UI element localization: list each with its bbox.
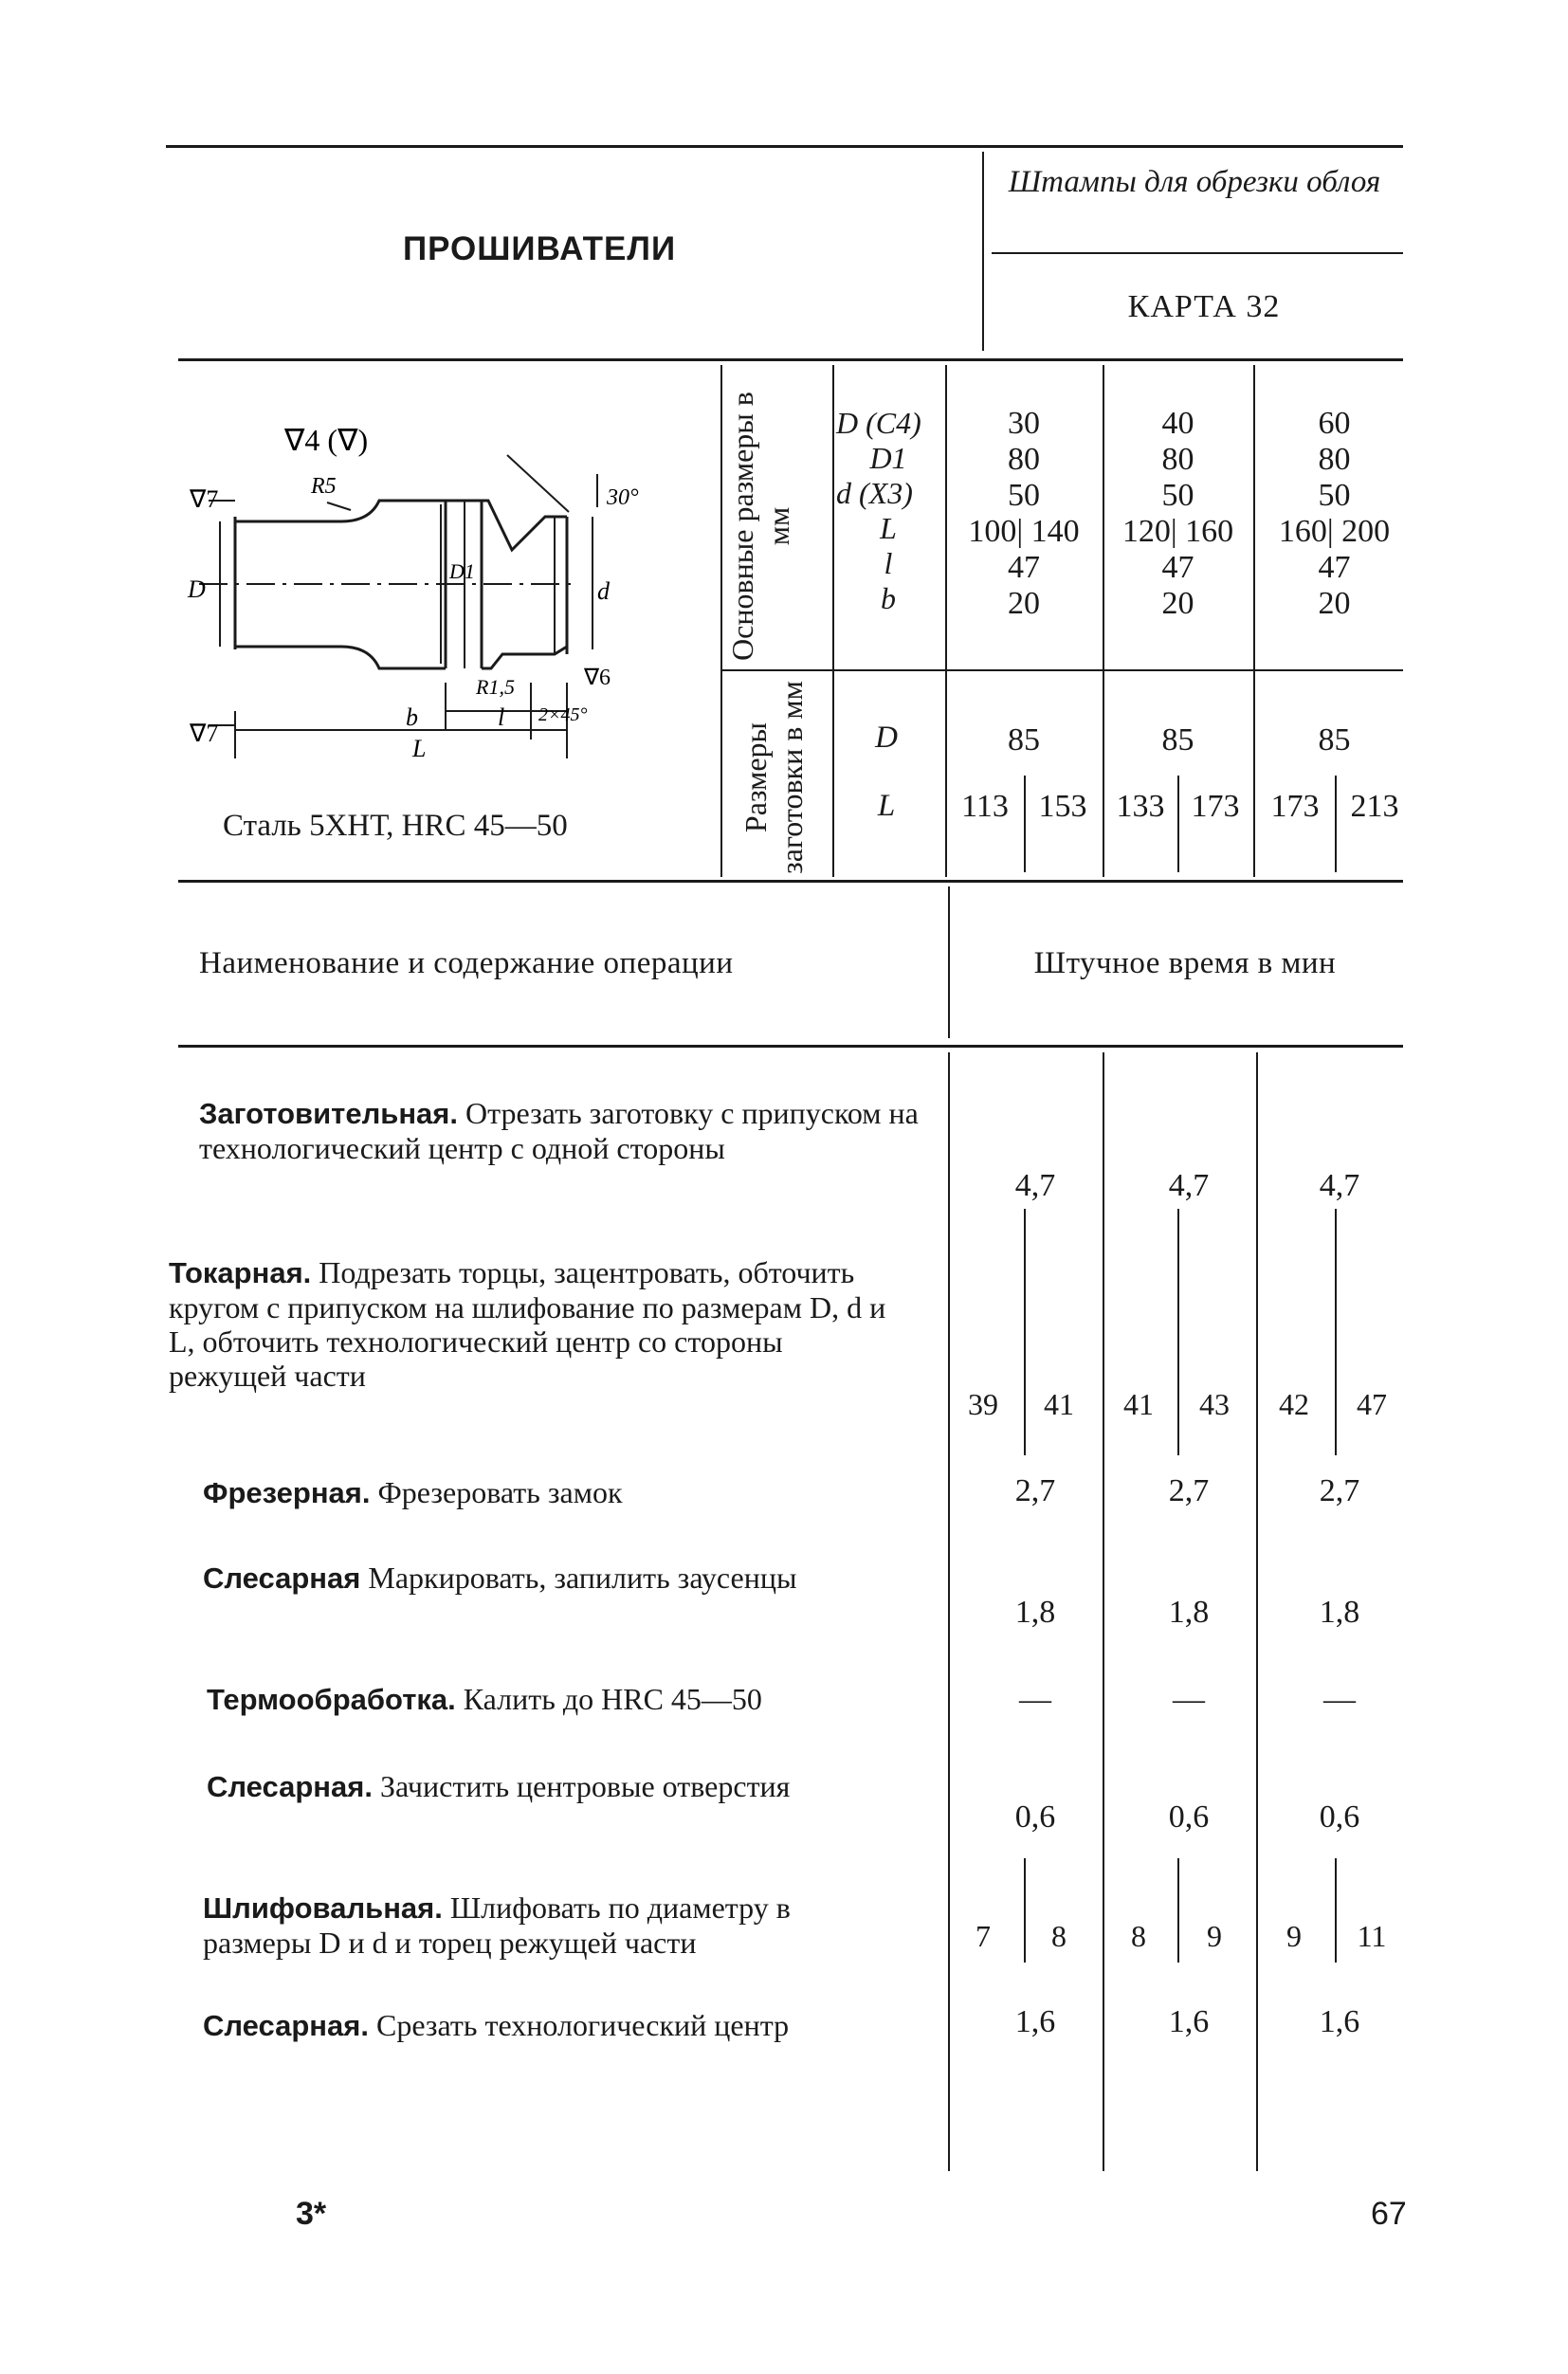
chamfer-label: 2×45° <box>538 704 588 725</box>
size-column-1 <box>948 406 1100 622</box>
blank-param-D: D <box>875 721 898 755</box>
op-header-rule <box>178 1045 1403 1048</box>
operation-text: Калить до HRC 45—50 <box>463 1682 762 1716</box>
split-line <box>1335 1209 1337 1455</box>
time-value-min: 7 <box>975 1919 991 1953</box>
time-value: — <box>1173 1682 1205 1717</box>
size-b: 20 <box>1008 586 1040 621</box>
time-value: 1,6 <box>1319 2004 1360 2039</box>
param-label: D (C4) <box>836 406 921 440</box>
param-label: b <box>881 581 896 615</box>
blank-split-1 <box>1024 776 1026 872</box>
time-value-max: 41 <box>1044 1387 1074 1421</box>
operation-name: Слесарная. <box>203 2009 369 2042</box>
size-l: 47 <box>1318 550 1351 585</box>
signature-mark: 3* <box>296 2196 327 2232</box>
operation-row <box>207 1769 937 1804</box>
blank-split-2 <box>1177 776 1179 872</box>
size-d: 50 <box>1318 478 1351 513</box>
time-value-min: 8 <box>1131 1919 1146 1953</box>
operation-row <box>203 2008 933 2043</box>
blank-param-L: L <box>877 789 896 823</box>
operation-row <box>203 1475 933 1510</box>
size-L-max: 140 <box>1030 514 1080 549</box>
operation-row <box>199 1096 929 1165</box>
time-value: 2,7 <box>1014 1473 1056 1508</box>
roughness-right-label: ∇6 <box>584 666 611 690</box>
operation-name: Слесарная. <box>207 1770 373 1803</box>
operation-text: Маркировать, запилить заусенцы <box>368 1561 797 1595</box>
part-drawing <box>180 398 711 777</box>
time-value-max: 8 <box>1051 1919 1067 1953</box>
time-value-max: 11 <box>1357 1919 1387 1953</box>
split-line <box>1177 1209 1179 1455</box>
blank-D-3: 85 <box>1318 722 1351 758</box>
size-column-3 <box>1256 406 1413 622</box>
param-label: l <box>884 546 893 580</box>
time-value: 0,6 <box>1168 1799 1210 1835</box>
param-labels <box>836 406 940 616</box>
time-value: 4,7 <box>1168 1168 1210 1203</box>
blank-split-3 <box>1335 776 1337 872</box>
radius-label: R5 <box>311 474 337 499</box>
blank-sizes-label: Размеры заготовки в мм <box>738 681 809 874</box>
dim-D1-label: D1 <box>449 559 475 583</box>
roughness-left-label: ∇7 <box>190 485 219 513</box>
operation-row <box>203 1561 933 1596</box>
size-D1: 80 <box>1161 442 1194 477</box>
header-divider <box>982 152 984 351</box>
time-value: 1,8 <box>1319 1595 1360 1630</box>
header-sub-rule <box>992 252 1403 254</box>
time-value-max: 47 <box>1357 1387 1387 1421</box>
card-number: КАРТА 32 <box>1127 289 1281 324</box>
param-label: L <box>880 511 897 545</box>
param-label: d (X3) <box>836 476 913 510</box>
sizes-top-rule <box>178 358 1403 361</box>
op-header-divider <box>948 886 950 1038</box>
operation-name: Термообработка. <box>207 1683 456 1716</box>
time-value: 1,8 <box>1014 1595 1056 1630</box>
time-value-max: 43 <box>1199 1387 1230 1421</box>
time-value-min: 42 <box>1279 1387 1309 1421</box>
time-value: — <box>1323 1682 1356 1717</box>
blank-L-1-max: 153 <box>1038 789 1087 824</box>
split-line <box>1335 1858 1337 1963</box>
size-L: 100| 140 <box>968 514 1080 549</box>
dim-d-label: d <box>597 577 610 605</box>
operation-row <box>207 1682 937 1717</box>
operation-text: Фрезеровать замок <box>377 1475 623 1509</box>
time-value: 0,6 <box>1319 1799 1360 1835</box>
op-header-time: Штучное время в мин <box>1033 946 1337 980</box>
dim-L-label: L <box>412 735 427 762</box>
size-d: 50 <box>1008 478 1040 513</box>
material-caption: Сталь 5ХНТ, HRC 45—50 <box>223 809 568 843</box>
operation-text: Зачистить центровые отверстия <box>379 1769 791 1803</box>
time-value: 1,6 <box>1014 2004 1056 2039</box>
fillet-label: R1,5 <box>476 675 515 699</box>
size-L-min: 100 <box>968 514 1017 549</box>
size-D: 60 <box>1318 406 1351 441</box>
dim-l-label: l <box>498 703 505 731</box>
time-value: 4,7 <box>1014 1168 1056 1203</box>
size-D1: 80 <box>1008 442 1040 477</box>
operation-name: Слесарная <box>203 1561 361 1595</box>
size-L-min: 160 <box>1278 514 1327 549</box>
size-D: 30 <box>1008 406 1040 441</box>
time-value: 4,7 <box>1319 1168 1360 1203</box>
size-b: 20 <box>1161 586 1194 621</box>
time-value: — <box>1019 1682 1051 1717</box>
time-value-min: 39 <box>968 1387 998 1421</box>
op-header-operation: Наименование и содержание операции <box>199 946 734 980</box>
time-value: 2,7 <box>1168 1473 1210 1508</box>
angle-label: 30° <box>607 485 639 510</box>
roughness-top-label: ∇4 (∇) <box>284 423 369 457</box>
main-sizes-label: Основные размеры в мм <box>725 392 795 661</box>
operation-name: Шлифовальная. <box>203 1891 443 1925</box>
page-number: 67 <box>1371 2196 1407 2232</box>
blank-D-2: 85 <box>1161 722 1194 758</box>
size-D1: 80 <box>1318 442 1351 477</box>
size-L-min: 120 <box>1121 514 1171 549</box>
blank-L-2-max: 173 <box>1191 789 1240 824</box>
time-col-line-1 <box>948 1052 950 2171</box>
param-label: D1 <box>869 441 907 475</box>
time-value: 0,6 <box>1014 1799 1056 1835</box>
time-col-line-2 <box>1103 1052 1104 2171</box>
time-value-min: 41 <box>1123 1387 1154 1421</box>
dim-b-label: b <box>406 703 418 731</box>
size-L: 120| 160 <box>1121 514 1234 549</box>
size-L-max: 160 <box>1185 514 1234 549</box>
size-d: 50 <box>1161 478 1194 513</box>
operation-name: Фрезерная. <box>203 1476 371 1509</box>
sizes-col-line-a <box>720 365 722 877</box>
time-col-line-3 <box>1256 1052 1258 2171</box>
blank-L-3-min: 173 <box>1270 789 1320 824</box>
time-value: 1,8 <box>1168 1595 1210 1630</box>
split-line <box>1177 1858 1179 1963</box>
blank-L-2-min: 133 <box>1116 789 1165 824</box>
page-title: ПРОШИВАТЕЛИ <box>403 230 677 267</box>
dim-D-label: D <box>188 575 206 603</box>
roughness-left2-label: ∇7 <box>190 720 219 747</box>
top-rule <box>166 145 1403 148</box>
blank-L-1-min: 113 <box>961 789 1009 824</box>
operation-name: Заготовительная. <box>199 1097 458 1130</box>
operation-text: Шлифовать по диаметру в размеры D и d и торец режущей части <box>203 1890 791 1960</box>
operation-name: Токарная. <box>169 1256 312 1289</box>
time-value-max: 9 <box>1207 1919 1222 1953</box>
size-column-2 <box>1104 406 1251 622</box>
sizes-mid-rule <box>722 669 1403 671</box>
time-value: 2,7 <box>1319 1473 1360 1508</box>
sizes-col-line-c <box>945 365 947 877</box>
blank-L-3-max: 213 <box>1350 789 1399 824</box>
size-L: 160| 200 <box>1278 514 1391 549</box>
operation-text: Подрезать торцы, зацентровать, обточить кругом с припуском на шлифование по размерам D, d и L, обточить технологический центр со стороны режущей части <box>169 1255 886 1393</box>
operation-text: Отрезать заготовку с припуском на технологический центр с одной стороны <box>199 1096 919 1165</box>
size-D: 40 <box>1161 406 1194 441</box>
time-value: 1,6 <box>1168 2004 1210 2039</box>
size-b: 20 <box>1318 586 1351 621</box>
blank-D-1: 85 <box>1008 722 1040 758</box>
time-value-min: 9 <box>1286 1919 1302 1953</box>
card-category: Штампы для обрезки облоя <box>1008 165 1381 199</box>
sizes-col-line-e <box>1253 365 1255 877</box>
size-L-max: 200 <box>1341 514 1391 549</box>
operation-row <box>203 1890 904 1960</box>
operation-row <box>169 1255 899 1393</box>
operation-text: Срезать технологический центр <box>375 2008 790 2042</box>
size-l: 47 <box>1161 550 1194 585</box>
size-l: 47 <box>1008 550 1040 585</box>
